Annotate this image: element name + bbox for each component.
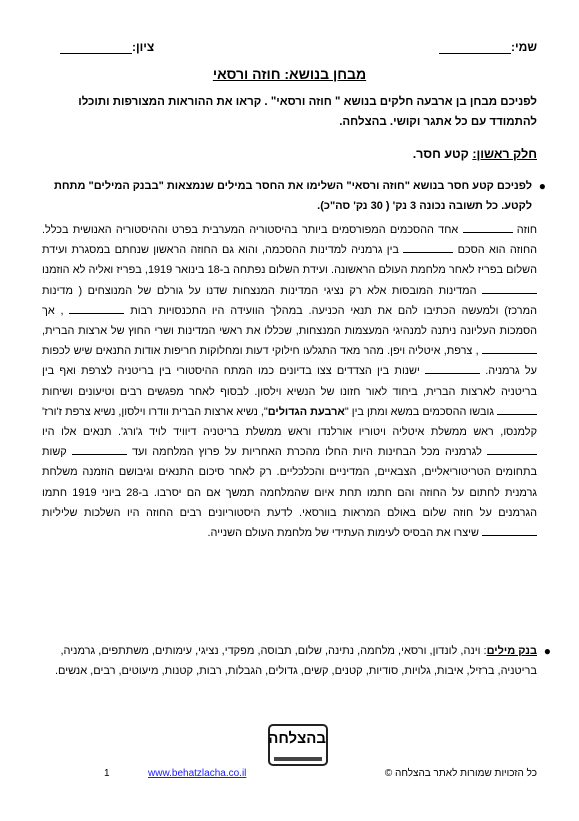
part1-heading (413, 147, 537, 161)
bullet-icon: ● (538, 179, 546, 193)
grade-label: ציון: (132, 40, 155, 54)
intro-text: לפניכם מבחן בן ארבעה חלקים בנושא " חוזה ורסאי" . קראו את ההוראות המצורפות ותוכלו להתמודד עם כל אתגר וקושי. בהצלחה. (78, 96, 537, 128)
passage-text: שיצרו את הבסיס לעימות העתידי של מלחמת העולם השנייה. (207, 527, 479, 540)
grade-field (60, 40, 154, 54)
blank-2[interactable] (403, 243, 453, 253)
blank-3[interactable] (482, 284, 537, 294)
blank-7[interactable] (497, 405, 537, 415)
name-label: שמי: (511, 40, 537, 54)
behatzlacha-logo (268, 724, 328, 766)
page-number: 1 (104, 768, 110, 779)
passage-text: המדינות המובסות אלא רק נציגי המדינות המנצחות שדנו על גורלם של המנוצחים ( מדינות המרכז) ולמעשה הכתיבו להם את תנאי הכניעה. במהלך הוועידה היו התכנסויות רבות (42, 284, 537, 317)
passage-text: קשות בתחומים הטריטוריאליים, הצבאיים, המדיניים והכלכליים. רק לאחר סיכום התנאים וגיבושם הוזמנה משלחת גרמנית לחתום על החוזה והם חתמו תחת איום שהמלחמה תמשך אם הם יסרבו. ב-28 ביוני 1919 חתמו הגרמנים על חוזה שלום באולם המראות בוורסאי. לדעת היסטוריונים רבים החוזה היו השלכות שליליות (42, 446, 538, 519)
site-link[interactable]: www.behatzlacha.co.il (148, 768, 247, 779)
passage-text: גובשו ההסכמים במשא ומתן בין " (344, 405, 494, 418)
blank-10[interactable] (482, 526, 537, 536)
passage-text: , צרפת, איטליה ויפן. מהר מאד התגלעו חילוקי דעות ומחלוקות חריפות אודות התנאים שיש לכפות על גרמניה. (42, 345, 537, 378)
instruction-text: לפניכם קטע חסר בנושא "חוזה ורסאי" השלימו את החסר במילים שנמצאות "בבנק המילים" מתחת לקטע. כל תשובה נכונה 3 נק' ( 30 נק' סה"כ). (53, 180, 532, 212)
blank-6[interactable] (425, 364, 480, 374)
passage-text: ישנות בין הצדדים צצו בדיונים כמו המתח ההיסטורי בין בריטניה לצרפת ואף בין בריטניה לארצות הברית, ביחוד לאור חזונו של הנשיא וילסון. לבסוף לאחר מפגשים רבים וטיעונים ושיחות (42, 365, 537, 398)
copyright: כל הזכויות שמורות לאתר בהצלחה © (384, 768, 537, 779)
logo-bar (274, 757, 322, 761)
word-bank-words: : וינה, לונדון, ורסאי, מלחמה, נתינה, שלום, תבוסה, מפקדי, נציגי, עימותים, משתתפים, גרמניה, בריטניה, ברזיל, איבות, גלויות, סודיות, קטנים, קשים, גדולים, הגבלות, רבות, קטנות, מיעוטים, רבים, אנשים. (54, 645, 537, 677)
passage-text: , אך הסמכות העליונה ניתנה למנהיגי המעצמות המנצחות, שכללו את ראשי המדינות ושרי החוץ של ארצות הברית, (42, 304, 537, 338)
part1-label: חלק ראשון: (472, 147, 537, 161)
bullet-icon: ● (543, 644, 551, 658)
blank-5[interactable] (482, 344, 537, 354)
name-line (439, 43, 511, 54)
passage-text: חוזה (516, 224, 537, 236)
passage-bold: ארבעת הגדולים (267, 405, 345, 418)
logo-text: בהצלחה (268, 730, 326, 747)
passage-text: בין גרמניה למדינות ההסכמה, והוא גם החוזה הראשון שנחתם במסגרת ועידת השלום בפריז לאחר מלחמת העולם הראשונה. ועידת השלום נפתחה ב-18 בינואר 1919, בפריז ואליה לא הוזמנו (42, 244, 538, 277)
word-bank (42, 641, 551, 681)
name-field (439, 40, 537, 54)
word-bank-label: בנק מילים (486, 645, 537, 657)
instruction (42, 176, 546, 216)
blank-4[interactable] (69, 304, 124, 314)
passage-text: לגרמניה מכל הבחינות היות החלו מהכרת האחריות על פרוץ המלחמה ועד (131, 446, 482, 459)
blank-9[interactable] (72, 445, 127, 455)
blank-1[interactable] (463, 223, 513, 233)
passage-text: אחד ההסכמים המפורסמים ביותר בהיסטוריה המערבית בפרט וההיסטוריה האנושית בכלל. החוזה הוא הסכם (42, 224, 538, 257)
part1-subtitle: קטע חסר. (412, 147, 473, 161)
blank-8[interactable] (487, 445, 537, 455)
page-title: מבחן בנושא: חוזה ורסאי (212, 66, 367, 82)
passage-text: ", נשיא ארצות הברית וודרו וילסון, נשיא צרפת ז'ורז' קלמנסו, ראש ממשלת איטליה ויטוריו אורלנדו וראש ממשלת בריטניה דיוויד לויד ג'ורג'. תנאים אלו היו (42, 405, 537, 439)
passage (42, 220, 537, 543)
grade-line (60, 43, 132, 54)
